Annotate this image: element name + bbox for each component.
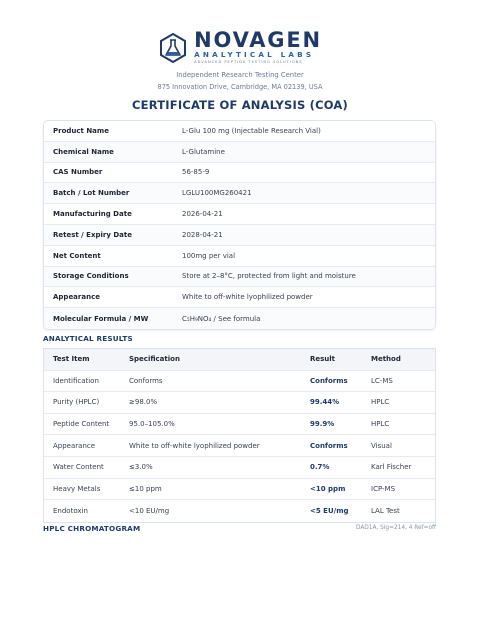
logo [0, 30, 480, 65]
info-value: 2028-04-21 [182, 230, 223, 239]
column-header: Test Item [53, 355, 90, 364]
info-row [44, 142, 435, 163]
specification: White to off-white lyophilized powder [129, 441, 260, 450]
specification: <10 EU/mg [129, 506, 170, 515]
info-label: Molecular Formula / MW [53, 314, 149, 323]
info-label: CAS Number [53, 168, 103, 177]
test-item: Purity (HPLC) [53, 398, 100, 407]
method: LC-MS [371, 376, 393, 385]
hplc-signal-note: DAD1A, Sig=214, 4 Ref=off [355, 525, 436, 531]
info-row [44, 163, 435, 184]
info-value: White to off-white lyophilized powder [182, 293, 313, 302]
specification: Conforms [129, 376, 163, 385]
lab-address: 875 Innovation Drive, Cambridge, MA 02139, USA [157, 83, 323, 91]
info-row [44, 287, 435, 308]
info-label: Chemical Name [53, 147, 114, 156]
test-item: Water Content [53, 463, 104, 472]
table-row [44, 479, 435, 501]
result: 99.9% [310, 420, 335, 429]
result: Conforms [310, 376, 348, 385]
analytical-results-heading: ANALYTICAL RESULTS [43, 334, 133, 343]
test-item: Peptide Content [53, 420, 110, 429]
info-label: Storage Conditions [53, 272, 129, 281]
info-row [44, 308, 435, 329]
table-row [44, 457, 435, 479]
result: <10 ppm [310, 484, 346, 493]
result: 99.44% [310, 398, 340, 407]
result: 0.7% [310, 463, 330, 472]
table-row [44, 500, 435, 522]
specification: ≥98.0% [129, 398, 158, 407]
info-label: Product Name [53, 126, 109, 135]
brand-tagline: ADVANCED PEPTIDE TESTING SOLUTIONS [194, 60, 303, 64]
info-label: Batch / Lot Number [53, 189, 130, 198]
test-item: Endotoxin [53, 506, 88, 515]
result: <5 EU/mg [310, 506, 349, 515]
info-value: 56-85-9 [182, 168, 210, 177]
info-label: Net Content [53, 251, 101, 260]
brand-name: NOVAGEN [194, 28, 322, 52]
info-value: 2026-04-21 [182, 210, 223, 219]
table-header-row [44, 349, 435, 371]
info-row [44, 246, 435, 267]
test-item: Appearance [53, 441, 96, 450]
info-row [44, 121, 435, 142]
table-row [44, 435, 435, 457]
info-label: Manufacturing Date [53, 210, 132, 219]
method: LAL Test [371, 506, 400, 515]
hplc-chromatogram-heading: HPLC CHROMATOGRAM [43, 524, 141, 533]
flask-hexagon-icon [158, 33, 188, 63]
info-row [44, 267, 435, 288]
test-item: Identification [53, 376, 99, 385]
specification: ≤3.0% [129, 463, 153, 472]
info-row [44, 204, 435, 225]
info-value: 100mg per vial [182, 251, 236, 260]
method: ICP-MS [371, 484, 396, 493]
info-value: L-Glutamine [182, 147, 225, 156]
method: HPLC [371, 398, 390, 407]
table-row [44, 371, 435, 393]
specification: 95.0–105.0% [129, 420, 175, 429]
info-value: LGLU100MG260421 [182, 189, 252, 198]
method: HPLC [371, 420, 390, 429]
column-header: Result [310, 355, 336, 364]
brand-subtitle: ANALYTICAL LABS [194, 50, 315, 59]
column-header: Method [371, 355, 401, 364]
column-header: Specification [129, 355, 180, 364]
lab-header [0, 30, 480, 65]
info-label: Appearance [53, 293, 100, 302]
info-value: Store at 2–8°C, protected from light and moisture [182, 272, 356, 281]
method: Karl Fischer [371, 463, 412, 472]
specification: ≤10 ppm [129, 484, 162, 493]
method: Visual [371, 441, 392, 450]
table-row [44, 414, 435, 436]
info-value: L-Glu 100 mg (Injectable Research Vial) [182, 126, 321, 135]
product-info-table [43, 120, 436, 330]
info-label: Retest / Expiry Date [53, 230, 132, 239]
document-title: CERTIFICATE OF ANALYSIS (COA) [132, 98, 348, 112]
info-row [44, 225, 435, 246]
info-row [44, 183, 435, 204]
table-row [44, 392, 435, 414]
result: Conforms [310, 441, 348, 450]
lab-center-name: Independent Research Testing Center [176, 71, 304, 79]
analytical-results-table [43, 348, 436, 523]
info-value: C₅H₉NO₄ / See formula [182, 314, 261, 323]
test-item: Heavy Metals [53, 484, 101, 493]
